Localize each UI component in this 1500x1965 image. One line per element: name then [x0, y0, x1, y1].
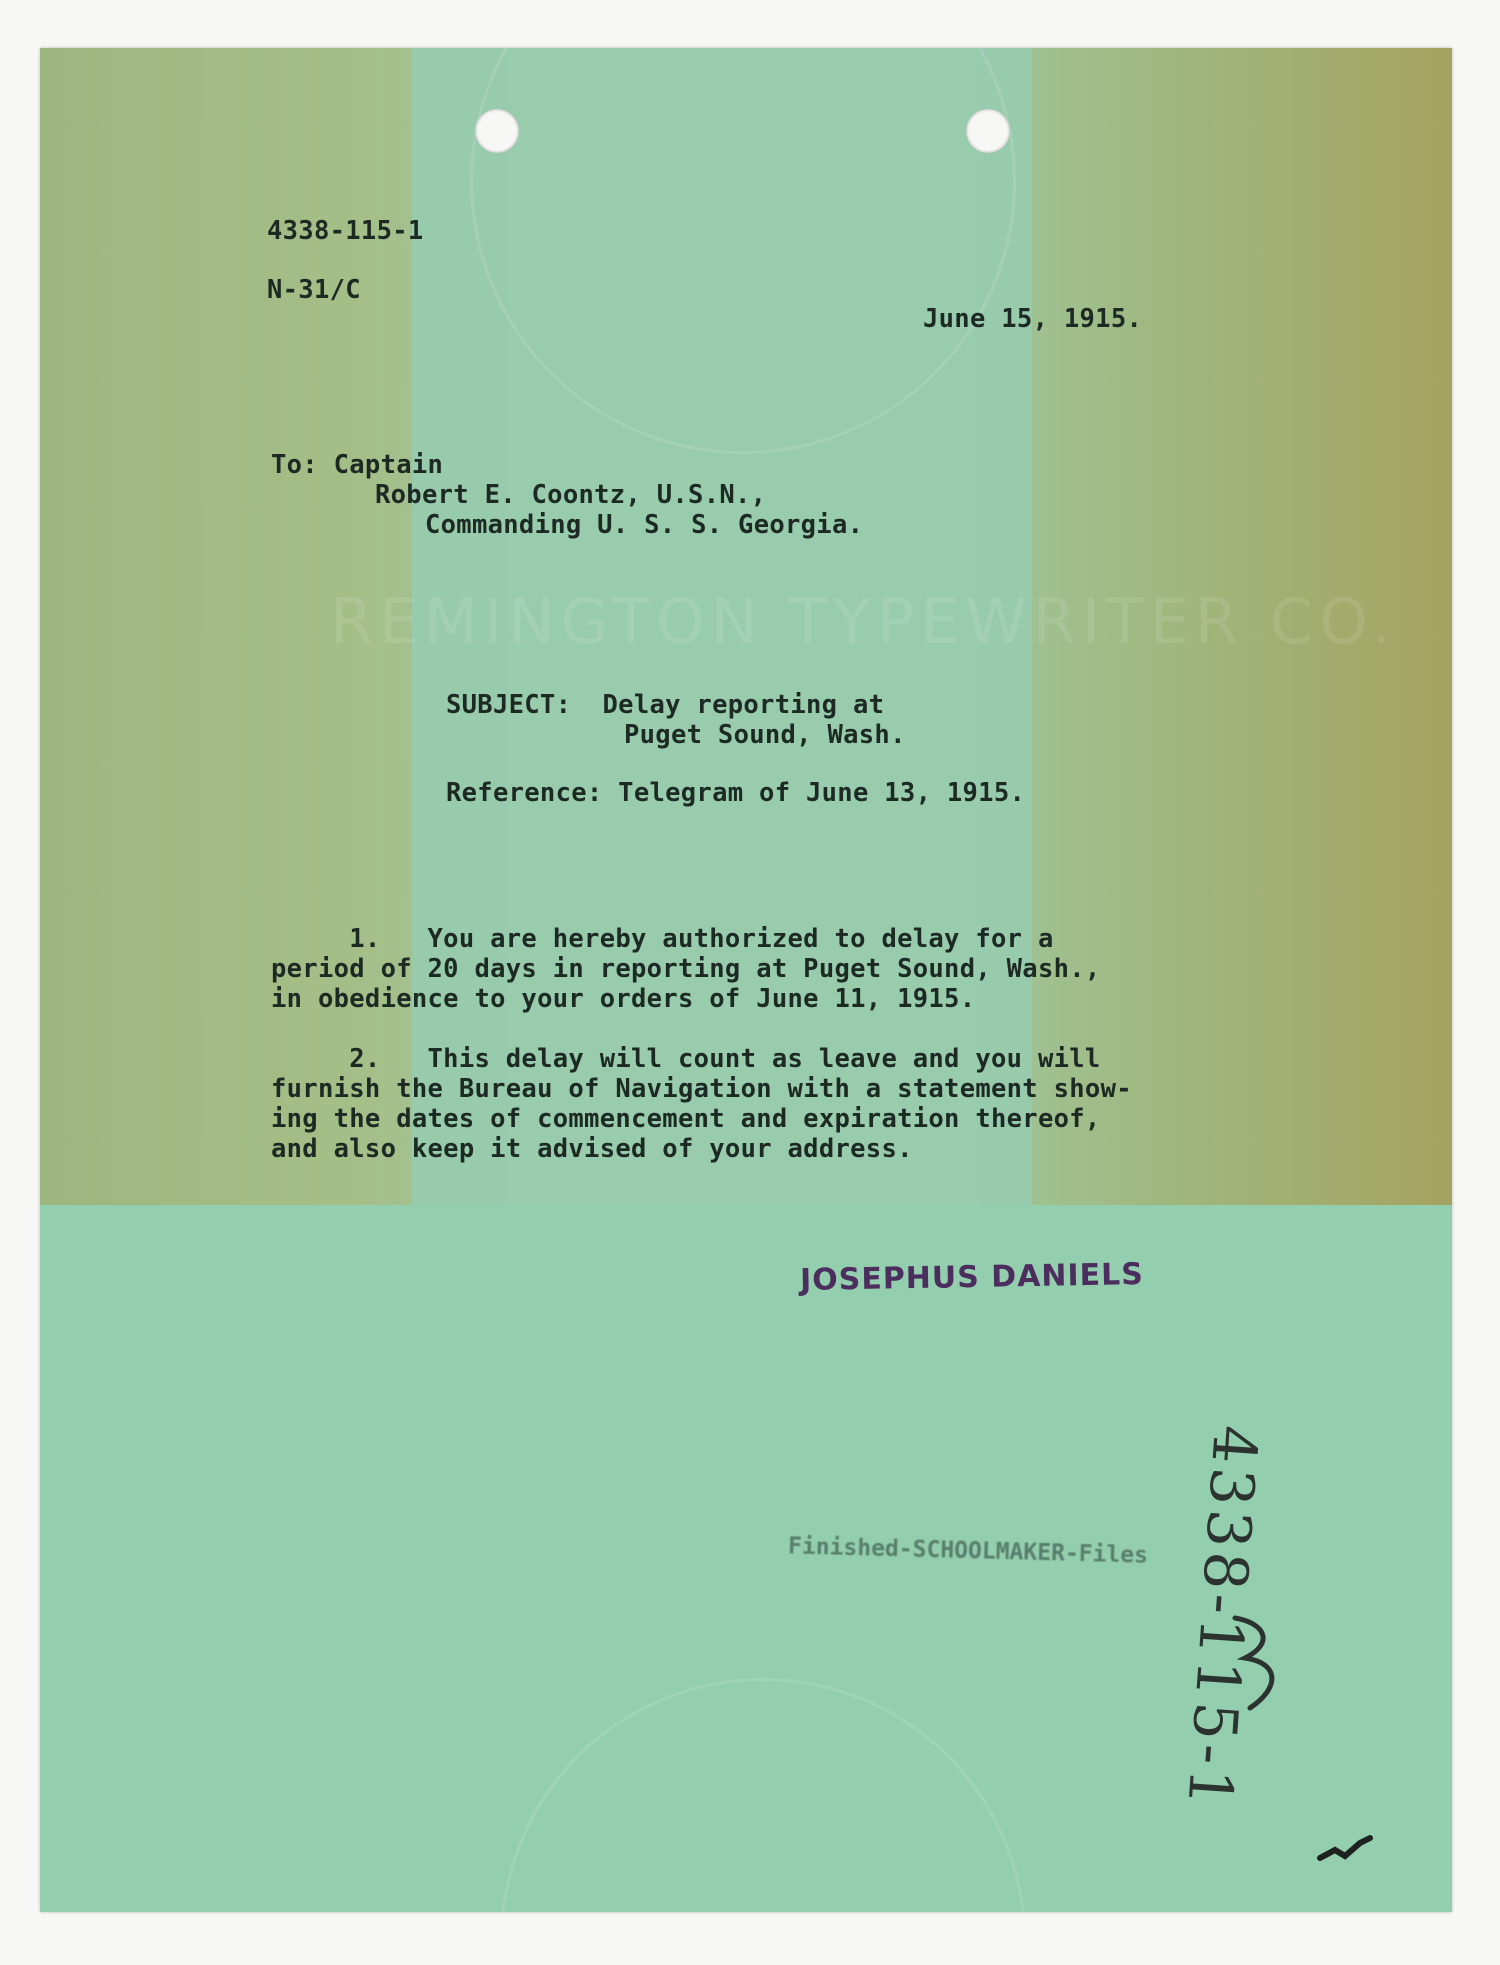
paragraph-2-line-2: furnish the Bureau of Navigation with a statement show-: [271, 1074, 1132, 1104]
paper-sheet: [40, 48, 1452, 1912]
watermark-text: REMINGTON TYPEWRITER CO.: [330, 585, 1398, 658]
paragraph-2-line-1: 2. This delay will count as leave and you will: [271, 1044, 1101, 1074]
subject-line-2: Puget Sound, Wash.: [624, 720, 906, 750]
watermark-seal-bottom: [500, 1678, 1026, 1912]
handwritten-initial-mark: [1225, 1608, 1295, 1718]
file-number: 4338-115-1: [267, 216, 424, 246]
paragraph-1-line-1: 1. You are hereby authorized to delay for a: [271, 924, 1054, 954]
signature-stamp: JOSEPHUS DANIELS: [799, 1257, 1145, 1298]
ink-smudge: [1315, 1828, 1375, 1868]
paragraph-2-line-4: and also keep it advised of your address.: [271, 1134, 913, 1164]
recipient-line-3: Commanding U. S. S. Georgia.: [425, 510, 864, 540]
paragraph-2-line-3: ing the dates of commencement and expiration thereof,: [271, 1104, 1101, 1134]
punch-hole-right: [966, 109, 1010, 153]
reference-line: Reference: Telegram of June 13, 1915.: [446, 778, 1026, 808]
punch-hole-left: [475, 109, 519, 153]
file-code: N-31/C: [267, 275, 361, 305]
handwritten-file-number: 4338-115-1: [1173, 1423, 1270, 1813]
paragraph-1-line-3: in obedience to your orders of June 11, 1915.: [271, 984, 976, 1014]
subject-line-1: SUBJECT: Delay reporting at: [446, 690, 885, 720]
recipient-line-2: Robert E. Coontz, U.S.N.,: [375, 480, 767, 510]
paragraph-1-line-2: period of 20 days in reporting at Puget Sound, Wash.,: [271, 954, 1101, 984]
filing-note: Finished-SCHOOLMAKER-Files: [787, 1533, 1149, 1569]
letter-date: June 15, 1915.: [923, 304, 1143, 334]
recipient-line-1: To: Captain: [271, 450, 444, 480]
